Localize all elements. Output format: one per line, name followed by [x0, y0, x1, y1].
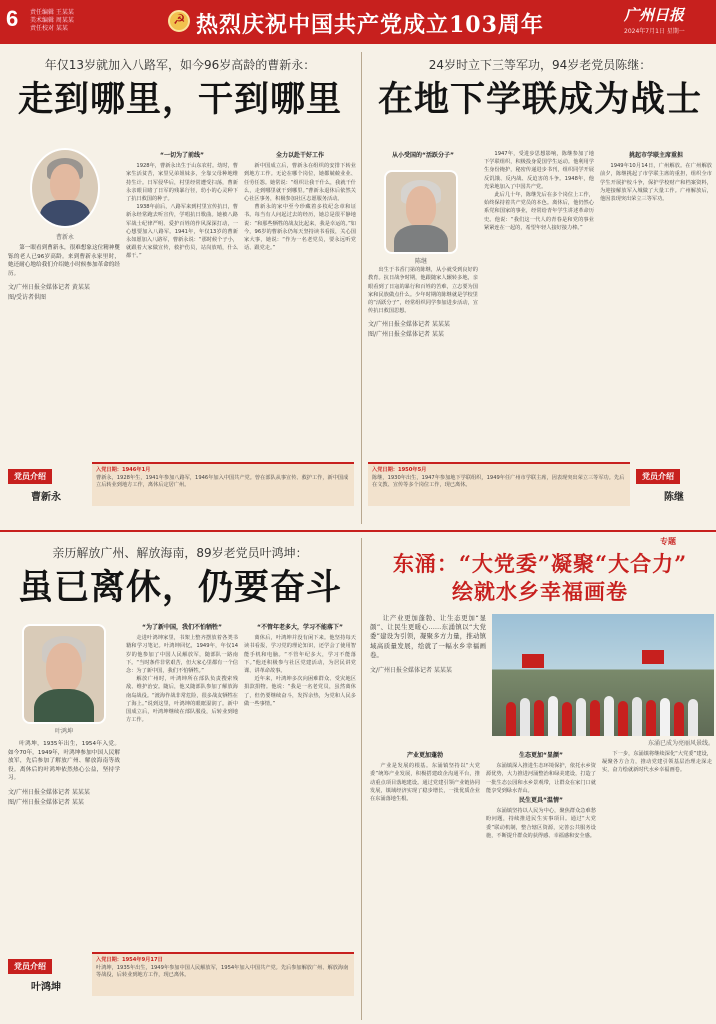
body-paragraph: 下一步，东涌镇将继续深化“大党委”建设，凝聚各方合力，推动党建引领基层治理走深走实，奋力绘就新时代水乡幸福画卷。: [602, 751, 712, 774]
info-label: 入党日期：: [372, 467, 398, 473]
badge-label: 党员介绍: [8, 469, 52, 484]
article-intro: [8, 244, 120, 406]
section-heading: “不管年老多大，学习不能落下”: [257, 624, 343, 631]
member-badge: [8, 464, 84, 503]
intro-paragraph: 第一眼看到曹新永，很难想象这位精神矍铄的老人已96岁高龄。来到曹新永家里时，她还耐心地给我们介绍她小时候参加革命的经历。: [8, 245, 120, 277]
body-paragraph: 1938年前后，八路军来到村里宣传抗日，曹新永经常跑去听宣传，学唱抗日歌曲。她被八路军战士纪律严明、爱护百姓的作风深深打动，一心想要加入八路军。1941年，年仅13岁的曹新永如愿加入八路军，曹新永说：“那时候个子小，就跟着大家做宣传，救护伤员，站岗放哨，什么都干。”: [126, 204, 238, 260]
portrait-photo: [30, 148, 100, 228]
intro-paragraph: 叶鸿坤，1935年出生，1954年入党。如今70年，1949年，叶鸿坤参加中国人民解放军，先后参加了解放广州、解放海南等战役。离休后的叶鸿坤依然热心公益，坚持学习。: [8, 741, 120, 782]
badge-name: 陈继: [664, 492, 684, 503]
article-column: [600, 150, 712, 450]
article-column: [126, 622, 238, 922]
article-column: [486, 750, 596, 1016]
page-banner: 热烈庆祝中国共产党成立103周年: [196, 12, 544, 38]
body-paragraph: 离休后，叶鸿坤并没有闲下来。他坚持每天读书看报，学习党的理论知识，还学会了使用智能手机和电脑。“不管年纪多大，学习不能落下。”他还积极参与社区党建活动，为居民讲党课、讲革命故事。: [244, 635, 356, 675]
section-heading: 全力以赴干好工作: [275, 152, 324, 159]
page-number: 6: [6, 6, 19, 31]
issue-date: 2024年7月1日 星期一: [624, 28, 685, 35]
badge-label: 党员介绍: [8, 959, 52, 974]
editor-line: 责任编辑 王某某: [30, 9, 74, 16]
member-info-box: [92, 462, 354, 506]
photo-credit: 图/受访者供图: [8, 293, 47, 301]
body-paragraph: 产业是发展的根基。东涌镇坚持以“大党委”统筹产业发展，积极搭建政企沟通平台，推动重点项目落地建设。通过党建引领产业链协同发展，镇域经济实现了稳步增长，一批优质企业在东涌落地生根。: [370, 763, 480, 803]
body-paragraph: 曹新永的家中至今珍藏着多枚纪念章和证书。每当有人问起过去的经历，她总是很平静地说：“和那些牺牲的战友比起来，我是幸运的。”如今，96岁的曹新永仍每天坚持读书看报，关心国家大事，她说：“作为一名老党员，要永远听党话、跟党走。”: [244, 204, 356, 252]
badge-label: 党员介绍: [636, 469, 680, 484]
article-column: [484, 150, 594, 450]
badge-name: 叶鸿坤: [31, 982, 61, 993]
portrait-photo: [22, 624, 106, 724]
photo-credit: 图/广州日报全媒体记者 某某: [8, 798, 84, 806]
photo-caption: 曹新永: [55, 234, 74, 241]
section-heading: “为了新中国，我们不怕牺牲”: [142, 624, 222, 631]
portrait-photo: [384, 170, 458, 254]
section-heading: 从小受国的“活跃分子”: [392, 152, 454, 159]
join-date: 1950年5月: [397, 467, 427, 473]
article-cao-xinyong: [0, 48, 360, 528]
article-subtitle: 24岁时立下三等军功，94岁老党员陈继：: [428, 58, 652, 72]
article-intro: [8, 740, 120, 900]
article-column: [126, 150, 238, 444]
member-info-box: [92, 952, 354, 996]
article-chen-ji: [364, 48, 716, 528]
photo-caption: 叶鸿坤: [54, 728, 73, 735]
article-lead: [370, 614, 486, 724]
article-column: [244, 150, 356, 444]
group-photo: [492, 614, 714, 736]
column-divider: [361, 52, 362, 524]
member-info-box: [368, 462, 630, 506]
article-ye-hongkun: [0, 534, 360, 1024]
body-paragraph: 新中国成立后，曹新永在组织的安排下转业到地方工作。无论在哪个岗位，她都兢兢业业、任劳任怨。她常说：“组织让我干什么，我就干什么，走到哪里就干到哪里。”曹新永退休后依然关心社区事务，积极参加社区志愿服务活动。: [244, 163, 356, 203]
section-heading: 民生更具“温情”: [519, 797, 563, 805]
article-column: [602, 750, 712, 1016]
info-text: 曹新永，1928年生，1941年参加八路军，1946年加入中国共产党。曾在部队从事宣传、救护工作，新中国成立后转业到地方工作，离休后定居广州。: [96, 474, 349, 489]
editor-credits: [30, 9, 74, 33]
body-paragraph: 此后几十年，陈继先后在多个岗位上工作，始终保持着共产党员的本色。离休后，他仍然心系党和国家的事业，经常给青年学生讲述革命历史。他说：“我们这一代人的青春是和党的事业紧紧连在一起的，希望年轻人接好接力棒。”: [484, 192, 594, 231]
topic-tag: 专题: [660, 537, 676, 546]
badge-name: 曹新永: [31, 492, 61, 503]
info-text: 陈继，1930年出生，1947年参加地下学联组织，1949年任广州市学联主席，因表现突出荣立三等军功。先后在文教、宣传等多个岗位工作，现已离休。: [372, 474, 625, 489]
photo-caption: 东涌已成为亮丽风景线。: [647, 740, 714, 747]
article-dongyong: [364, 534, 716, 1024]
section-heading: 产业更加蓬勃: [406, 752, 443, 759]
info-label: 入党日期：: [96, 467, 122, 473]
page-header: [0, 0, 716, 44]
article-subtitle: 年仅13岁就加入八路军，如今96岁高龄的曹新永：: [44, 58, 316, 72]
section-heading: 生态更加“显颜”: [519, 752, 563, 759]
section-heading: “一切为了前线”: [160, 152, 204, 159]
article-byline: 文/广州日报全媒体记者 某某某: [368, 321, 450, 329]
join-date: 1954年9月17日: [121, 957, 163, 963]
article-title-line2: 绘就水乡幸福画卷: [452, 579, 628, 604]
section-heading: 挑起市学联主席重担: [628, 152, 683, 159]
article-title: 东涌：“大党委”凝聚“大合力”: [392, 551, 688, 576]
column-divider: [361, 538, 362, 1020]
party-emblem-icon: [168, 10, 190, 32]
article-title: 在地下学联成为战士: [377, 79, 702, 120]
article-byline: 文/广州日报全媒体记者 黄某某: [8, 284, 90, 292]
editor-line: 美术编辑 周某某: [30, 17, 74, 24]
member-badge: [636, 464, 712, 503]
article-column: [370, 750, 480, 1016]
body-paragraph: 东涌镇深入推进生态环境保护，依托水乡资源优势，大力推进河涌整治和绿美建设，打造了一批生态公园和水乡景观带，让群众在家门口就能享受到绿水青山。: [486, 763, 596, 794]
section-divider: [0, 530, 716, 532]
article-byline: 文/广州日报全媒体记者 某某某: [8, 788, 90, 796]
body-paragraph: 解放广州时，叶鸿坤所在部队负责搜索残敌、维护治安。随后，他又随部队参加了解放海南岛战役。“渡海作战非常危险，很多战友牺牲在了海上。”说到这里，叶鸿坤的眼眶湿润了。新中国成立后，叶鸿坤继续在部队服役，后转业到地方工作。: [126, 676, 238, 724]
lead-paragraph: 让产业更加蓬勃、让生态更加“显颜”、让民生更暖心……东涌镇以“大党委”建设为引领，凝聚多方力量，推动镇域高质量发展，绘就了一幅水乡幸福画卷。: [370, 614, 486, 659]
member-badge: [8, 954, 84, 993]
article-title: 走到哪里，干到哪里: [17, 79, 342, 120]
article-byline: 文/广州日报全媒体记者 某某某: [370, 667, 452, 675]
body-paragraph: 1947年，受进步思想影响，陈继参加了地下学联组织，积极投身爱国学生运动。他利用学生身份掩护，秘密传递进步书刊，组织同学开展反饥饿、反内战、反迫害的斗争。1948年，他光荣地加入了中国共产党。: [484, 151, 594, 190]
editor-line: 责任校对 某某: [30, 25, 68, 32]
info-label: 入党日期：: [96, 957, 122, 963]
body-paragraph: 1928年，曹新永出生于山东农村。幼时，曹家生活贫苦，家里兄弟姐妹多，全靠父母种地维持生计。日军侵华后，村里经常遭受扫荡，曹新永亲眼目睹了日军的残暴行径，幼小的心灵种下了抗日救国的种子。: [126, 163, 238, 203]
join-date: 1946年1月: [121, 467, 151, 473]
newspaper-logo: 广州日报: [624, 6, 685, 24]
body-paragraph: 东涌镇坚持以人民为中心，聚焦群众急难愁盼问题，持续推进民生实事项目。通过“大党委”联动机制，整合辖区资源，完善公共服务设施，不断提升群众的获得感、幸福感和安全感。: [486, 808, 596, 839]
article-column: [244, 622, 356, 922]
article-subtitle: 亲历解放广州、解放海南，89岁老党员叶鸿坤：: [52, 546, 308, 560]
photo-caption: 陈继: [414, 258, 427, 265]
article-title: 虽已离休，仍要奋斗: [17, 567, 342, 608]
photo-credit: 图/广州日报全媒体记者 某某: [368, 330, 444, 338]
info-text: 叶鸿坤，1935年出生，1949年参加中国人民解放军，1954年加入中国共产党。先后参加解放广州、解放海南等战役，后转业到地方工作，现已离休。: [96, 964, 349, 979]
body-paragraph: 走进叶鸿坤家里，书架上整齐摆放着各类书籍和学习笔记。叶鸿坤回忆，1949年，年仅14岁的他参加了中国人民解放军，随部队一路南下。“当时条件非常艰苦，但大家心里都有一个信念：为了新中国，我们不怕牺牲。”: [126, 635, 238, 675]
body-paragraph: 近年来，叶鸿坤多次向困难群众、受灾地区捐款捐物。他说：“我是一名老党员，虽然离休了，但仍要继续奋斗，发挥余热，为党和人民多做一些事情。”: [244, 676, 356, 707]
body-paragraph: 出生于书香门第的陈继，从小就受到良好的教育。抗日战争时期，他跟随家人辗转多地，亲眼看到了日寇的暴行和百姓的苦难，立志要为国家和民族做点什么。少年时期的陈继就是学校里的“活跃分子”，经常组织同学参加进步活动，宣传抗日救国思想。: [368, 267, 478, 315]
body-paragraph: 1949年10月14日，广州解放。在广州解放前夕，陈继挑起了市学联主席的重担，组织全市学生开展护校斗争，保护学校财产和档案资料，为迎接解放军入城做了大量工作。广州解放后，他因表现突出荣立三等军功。: [600, 163, 712, 203]
